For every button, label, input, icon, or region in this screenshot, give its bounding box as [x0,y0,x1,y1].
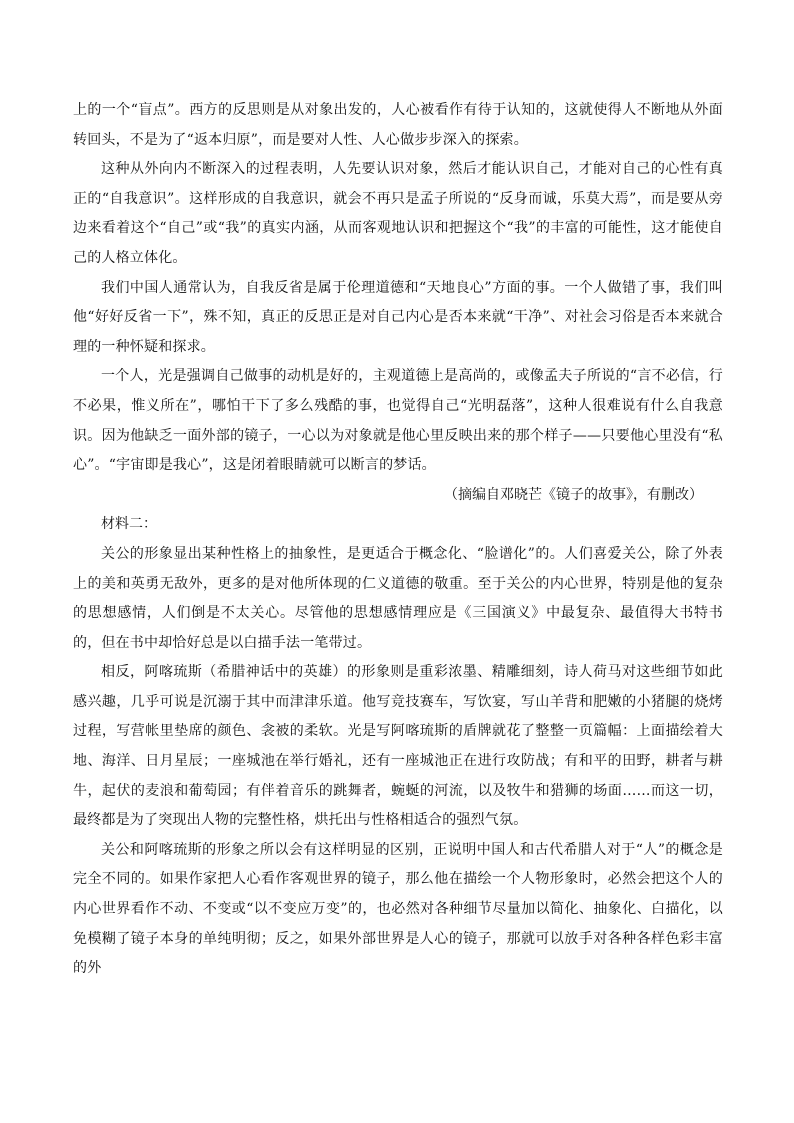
paragraph-external-mirror: 一个人，光是强调自己做事的动机是好的，主观道德上是高尚的，或像孟夫子所说的“言不必信，行不必果，惟义所在”，哪怕干下了多么残酷的事，也觉得自己“光明磊落”，这种人很难说有什么自我意识。因为他缺乏一面外部的镜子，一心以为对象就是他心里反映出来的那个样子——只要他心里没有“私心”。“宇宙即是我心”，这是闭着眼睛就可以断言的梦话。 [73,368,723,474]
paragraph-continuation: 上的一个“盲点”。西方的反思则是从对象出发的，人心被看作有待于认知的，这就使得人不断地从外面转回头，不是为了“返本归原”，而是要对人性、人心做步步深入的探索。 [73,102,723,148]
paragraph-comparison: 关公和阿喀琉斯的形象之所以会有这样明显的区别，正说明中国人和古代希腊人对于“人”的概念是完全不同的。如果作家把人心看作客观世界的镜子，那么他在描绘一个人物形象时，必然会把这个人的内心世界看作不动、不变或“以不变应万变”的，也必然对各种细节尽量加以简化、抽象化、白描化，以免模糊了镜子本身的单纯明彻；反之，如果外部世界是人心的镜子，那就可以放手对各种各样色彩丰富的外 [73,841,723,977]
paragraph-guan-gong: 关公的形象显出某种性格上的抽象性，是更适合于概念化、“脸谱化”的。人们喜爱关公，除了外表上的美和英勇无敌外，更多的是对他所体现的仁义道德的敬重。至于关公的内心世界，特别是他的复杂的思想感情，人们倒是不太关心。尽管他的思想感情理应是《三国演义》中最复杂、最值得大书特书的，但在书中却恰好总是以白描手法一笔带过。 [73,545,723,651]
paragraph-achilles: 相反，阿喀琉斯（希腊神话中的英雄）的形象则是重彩浓墨、精雕细刻，诗人荷马对这些细节如此感兴趣，几乎可说是沉溺于其中而津津乐道。他写竞技赛车，写饮宴，写山羊背和肥嫩的小猪腿的烧烤过程，写营帐里垫席的颜色、衾被的柔软。光是写阿喀琉斯的盾牌就花了整整一页篇幅：上面描绘着大地、海洋、日月星辰；一座城池在举行婚礼，还有一座城池正在进行攻防战；有和平的田野，耕者与耕牛，起伏的麦浪和葡萄园；有伴着音乐的跳舞者，蜿蜒的河流，以及牧牛和猎狮的场面……而这一切，最终都是为了突现出人物的完整性格，烘托出与性格相适合的强烈气氛。 [73,664,723,829]
source-citation: （摘编自邓晓芒《镜子的故事》，有删改） [444,486,703,503]
paragraph-self-awareness: 这种从外向内不断深入的过程表明，人先要认识对象，然后才能认识自己，才能对自己的心性有真正的“自我意识”。这样形成的自我意识，就会不再只是孟子所说的“反身而诚，乐莫大焉”，而是要从旁边来看着这个“自己”或“我”的真实内涵，从而客观地认识和把握这个“我”的丰富的可能性，这才能使自己的人格立体化。 [73,161,723,266]
material-2-heading: 材料二： [101,516,157,533]
paragraph-self-reflection: 我们中国人通常认为，自我反省是属于伦理道德和“天地良心”方面的事。一个人做错了事，我们叫他“好好反省一下”，殊不知，真正的反思正是对自己内心是否本来就“干净”、对社会习俗是否本来就合理的一种怀疑和探求。 [73,279,723,355]
document-page [73,96,723,984]
